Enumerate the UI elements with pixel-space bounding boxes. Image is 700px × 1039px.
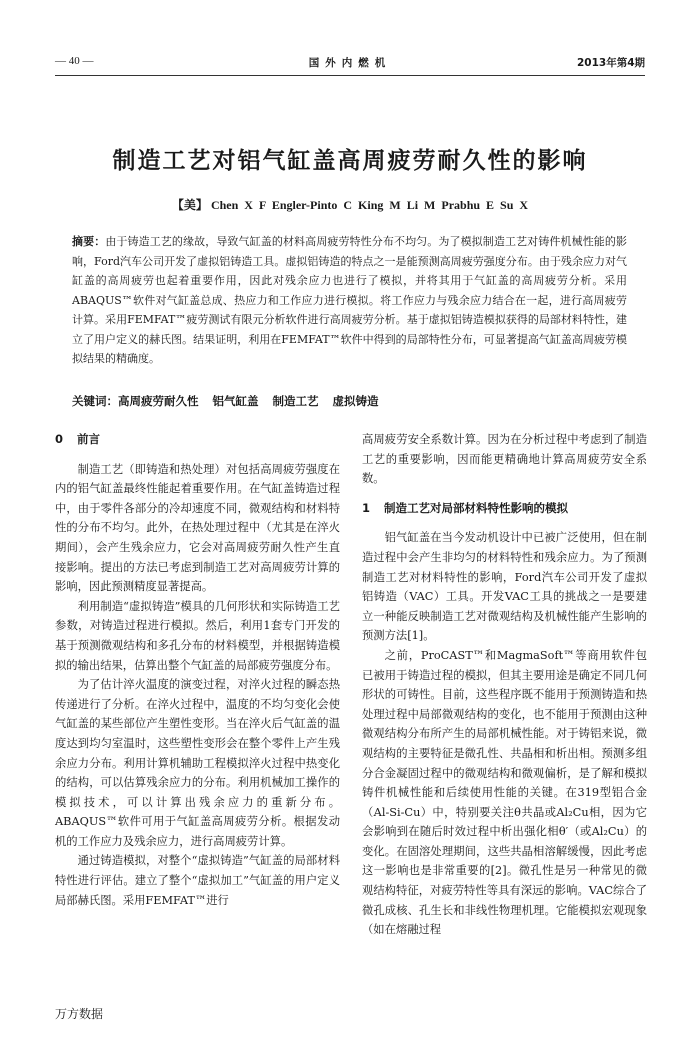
- author-names: Chen X F Engler-Pinto C King M Li M Prabhu E Su X: [210, 198, 529, 212]
- keyword: 高周疲劳耐久性: [118, 394, 199, 408]
- section-number: 1: [362, 500, 371, 515]
- body-paragraph: 铝气缸盖在当今发动机设计中已被广泛使用，但在制造过程中会产生非均匀的材料特性和残余应力。为了预测制造工艺对材料特性的影响，Ford汽车公司开发了虚拟铝铸造（VAC）工具。开发VAC工具的挑战之一是要建立一种能反映制造工艺对微观结构及机械性能产生影响的预测方法[1]。: [362, 531, 647, 643]
- section-title: 前言: [77, 432, 101, 446]
- body-paragraph: 为了估计淬火温度的演变过程，对淬火过程的瞬态热传递进行了分析。在淬火过程中，温度的不均匀变化会使气缸盖的某些部位产生塑性变形。当在淬火后气缸盖的温度达到均匀室温时，这些塑性变形会在整个零件上产生残余应力分布。利用计算机辅助工程模拟淬火过程中热变化的结构，可以估算残余应力的分布。利用机械加工操作的模拟技术，可以计算出残余应力的重新分布。ABAQUS™软件可用于气缸盖高周疲劳分析。根据发动机的工作应力及残余应力，进行高周疲劳计算。: [55, 678, 340, 848]
- section-number: 0: [55, 432, 64, 446]
- keyword: 铝气缸盖: [212, 394, 259, 408]
- author-country: 【美】: [171, 198, 208, 212]
- running-header: [55, 55, 645, 71]
- keyword: 虚拟铸造: [332, 394, 379, 408]
- body-paragraph: 之前，ProCAST™和MagmaSoft™等商用软件包已被用于铸造过程的模拟，但其主要用途是确定不同几何形状的可铸性。目前，这些程序既不能用于预测铸造和热处理过程中局部微观结构的变化，也不能用于预测由这种微观结构分布所产生的局部机械性能。对于铸铝来说，微观结构的主要特征是微孔性、共晶相和析出相。预测多组分合金凝固过程中的微观结构和微观偏析，是了解和模拟铸件机械性能和后续使用性能的关键。在319型铝合金（Al-Si-Cu）中，特别要关注θ共晶或Al₂Cu相，因为它会影响到在随后时效过程中析出强化相θ′（或Al₂Cu）的变化。在固溶处理期间，这些共晶相溶解缓慢，因此考虑这一影响也是非常重要的[2]。微孔性是另一种常见的微观结构特征，对疲劳特性等具有深远的影响。VAC综合了微孔成核、孔生长和非线性物理机理。它能模拟宏观现象（如在熔融过程: [362, 648, 647, 937]
- author-line: [55, 196, 645, 213]
- body-paragraph: 通过铸造模拟，对整个“虚拟铸造”气缸盖的局部材料特性进行评估。建立了整个“虚拟加工”气缸盖的用户定义局部赫氏图。采用FEMFAT™进行: [55, 854, 340, 907]
- paper-title: 制造工艺对铝气缸盖高周疲劳耐久性的影响: [112, 148, 588, 174]
- body-paragraph: 制造工艺（即铸造和热处理）对包括高周疲劳强度在内的铝气缸盖最终性能起着重要作用。在气缸盖铸造过程中，由于零件各部分的冷却速度不同，微观结构和材料特性的分布不均匀。此外，在热处理过程中（尤其是在淬火期间），会产生残余应力，它会对高周疲劳耐久性产生直接影响。提出的方法已考虑到制造工艺对高周疲劳计算的影响，因此预测精度显著提高。: [55, 462, 340, 594]
- right-column: [362, 430, 647, 940]
- section-title: 制造工艺对局部材料特性影响的模拟: [384, 500, 569, 515]
- keyword: 制造工艺: [272, 394, 319, 408]
- section-heading: [362, 499, 647, 519]
- body-paragraph: 高周疲劳安全系数计算。因为在分析过程中考虑到了制造工艺的重要影响，因而能更精确地计算高周疲劳安全系数。: [362, 433, 647, 486]
- left-column: [55, 430, 340, 910]
- journal-name: 国外内燃机: [308, 57, 392, 69]
- header-rule: [55, 75, 645, 76]
- body-paragraph: 利用制造“虚拟铸造”模具的几何形状和实际铸造工艺参数，对铸造过程进行模拟。然后，利用1套专门开发的基于预测微观结构和多孔分布的材料模型，并根据铸造模拟的输出结果，估算出整个气缸盖的局部疲劳强度分布。: [55, 599, 340, 672]
- abstract-label: 摘要：: [72, 235, 106, 248]
- keywords: [72, 393, 627, 409]
- issue-label: 2013年第4期: [576, 57, 645, 69]
- abstract: [72, 232, 627, 369]
- abstract-text: 由于铸造工艺的缘故，导致气缸盖的材料高周疲劳特性分布不均匀。为了模拟制造工艺对铸件机械性能的影响，Ford汽车公司开发了虚拟铝铸造工具。虚拟铝铸造的特点之一是能预测高周疲劳强度分布。由于残余应力对气缸盖的高周疲劳也起着重要作用，因此对残余应力也进行了模拟，并将其用于气缸盖的高周疲劳分析。采用ABAQUS™软件对气缸盖总成、热应力和工作应力进行模拟。将工作应力与残余应力结合在一起，进行高周疲劳计算。采用FEMFAT™疲劳测试有限元分析软件进行高周疲劳分析。基于虚拟铝铸造模拟获得的局部材料特性，建立了用户定义的赫氏图。结果证明，利用在FEMFAT™软件中得到的局部特性分布，可显著提高气缸盖高周疲劳模拟结果的精确度。: [72, 235, 628, 365]
- watermark-footer: 万方数据: [55, 1007, 104, 1021]
- page-number: — 40 —: [55, 55, 94, 67]
- keywords-label: 关键词：: [72, 394, 118, 408]
- section-heading: [55, 430, 340, 450]
